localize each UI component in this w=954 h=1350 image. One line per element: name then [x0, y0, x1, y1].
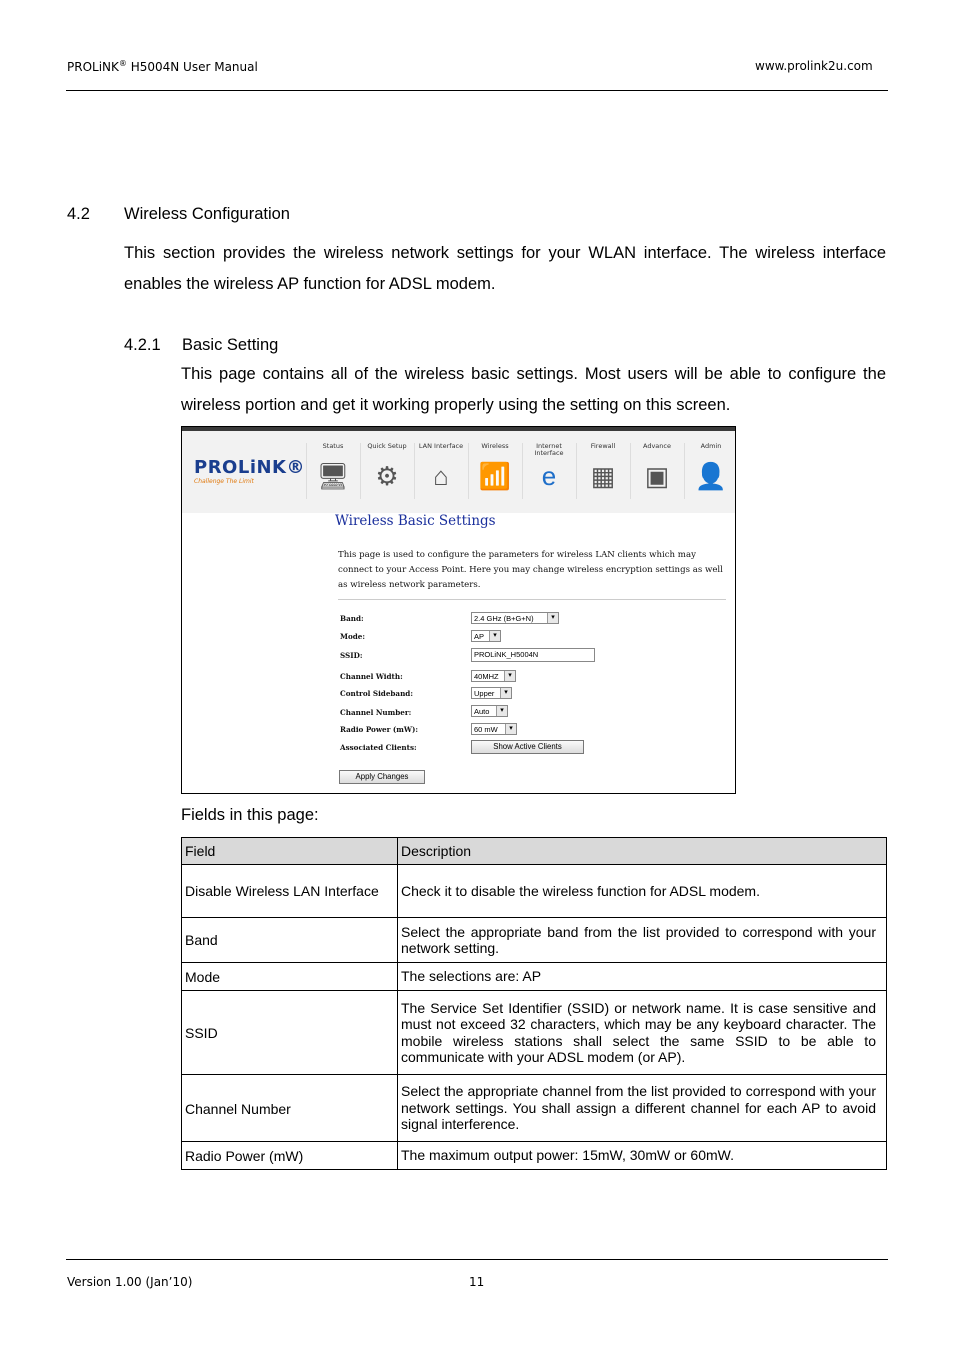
- associated-clients-label: Associated Clients:: [340, 743, 417, 752]
- wireless-usb-icon: 📶: [478, 461, 512, 491]
- channel-width-select-value: 40MHZ: [474, 672, 499, 681]
- show-active-clients-button[interactable]: Show Active Clients: [471, 740, 584, 754]
- monitor-icon: 🖥: [316, 461, 350, 491]
- nav-quick-setup-label: Quick Setup: [367, 442, 407, 450]
- logo-tagline: Challenge The Limit: [194, 478, 254, 485]
- header-title: [67, 59, 258, 74]
- nav-internet-interface[interactable]: [522, 443, 575, 499]
- ssid-input[interactable]: PROLiNK_H5004N: [471, 648, 595, 662]
- footer-version: Version 1.00 (Jan’10): [67, 1275, 193, 1289]
- table-cell-field: SSID: [182, 991, 398, 1075]
- table-row: [182, 963, 887, 991]
- nav-firewall-label: Firewall: [590, 442, 616, 450]
- table-cell-field: Band: [182, 918, 398, 963]
- channel-width-select[interactable]: [471, 670, 516, 682]
- fields-table: [181, 837, 887, 1170]
- table-cell-field: Radio Power (mW): [182, 1142, 398, 1170]
- nav-firewall[interactable]: [576, 443, 629, 499]
- table-row: [182, 865, 887, 918]
- footer-divider: [66, 1259, 888, 1260]
- table-header-field: Field: [182, 838, 398, 865]
- band-label: Band:: [340, 614, 364, 623]
- nav-lan-interface-label: LAN Interface: [418, 442, 464, 450]
- wireless-basic-settings-title: Wireless Basic Settings: [335, 513, 496, 529]
- channel-number-select[interactable]: [471, 705, 508, 717]
- page-number: 11: [469, 1275, 485, 1289]
- subsection-title: Basic Setting: [182, 336, 279, 354]
- header-website: www.prolink2u.com: [755, 59, 873, 73]
- apply-changes-button[interactable]: Apply Changes: [339, 770, 425, 784]
- band-select[interactable]: [471, 612, 559, 624]
- section-number: 4.2: [67, 205, 90, 223]
- table-cell-field: Disable Wireless LAN Interface: [182, 865, 398, 918]
- router-nav-bar: [182, 431, 735, 513]
- control-sideband-select-value: Upper: [474, 689, 495, 698]
- table-cell-description: The selections are: AP: [398, 963, 887, 991]
- brand-name: PROLiNK: [67, 60, 119, 74]
- control-sideband-label: Control Sideband:: [340, 689, 413, 698]
- router-icon: ⌂: [433, 461, 449, 491]
- mode-label: Mode:: [340, 632, 366, 641]
- section-title: Wireless Configuration: [124, 205, 290, 223]
- table-row: [182, 918, 887, 963]
- nav-lan-interface[interactable]: [414, 443, 467, 499]
- table-row: [182, 991, 887, 1075]
- nav-internet-interface-label: Internet Interface: [534, 442, 564, 457]
- registered-mark: ®: [118, 59, 127, 68]
- table-cell-description: Check it to disable the wireless function for ADSL modem.: [398, 865, 887, 918]
- nav-status-label: Status: [322, 442, 344, 450]
- channel-number-label: Channel Number:: [340, 708, 412, 717]
- radio-power-select-value: 60 mW: [474, 725, 498, 734]
- radio-power-label: Radio Power (mW):: [340, 725, 419, 734]
- channel-number-select-value: Auto: [474, 707, 490, 716]
- nav-wireless-label: Wireless: [481, 442, 509, 450]
- nav-admin-label: Admin: [700, 442, 722, 450]
- router-screenshot: [181, 426, 736, 794]
- firewall-icon: ▦: [590, 461, 616, 491]
- gear-icon: ⚙: [375, 461, 399, 491]
- prolink-logo: PROLiNK®: [194, 457, 306, 478]
- admin-user-icon: 👤: [694, 461, 728, 491]
- chevron-down-icon: ▾: [547, 613, 558, 623]
- settings-divider: [338, 599, 726, 600]
- table-header-row: [182, 838, 887, 865]
- control-sideband-select[interactable]: [471, 687, 512, 699]
- section-intro: This section provides the wireless network settings for your WLAN interface. The wireless interface enables the wireless AP function for ADSL modem.: [124, 244, 886, 293]
- table-cell-description: Select the appropriate channel from the list provided to correspond with your network settings. You shall assign a different channel for each AP to avoid signal interference.: [398, 1075, 887, 1142]
- chevron-down-icon: ▾: [500, 688, 511, 698]
- nav-admin[interactable]: [684, 443, 736, 499]
- nav-advance[interactable]: [630, 443, 683, 499]
- chevron-down-icon: ▾: [489, 631, 500, 641]
- chevron-down-icon: ▾: [505, 724, 516, 734]
- nav-quick-setup[interactable]: [360, 443, 413, 499]
- subsection-number: 4.2.1: [124, 336, 161, 354]
- internet-explorer-icon: e: [541, 461, 557, 491]
- wireless-basic-settings-description: This page is used to configure the parameters for wireless LAN clients which may connect to your Access Point. Here you may change wireless encryption settings as well as wireless network parameters.: [338, 550, 723, 590]
- nav-status[interactable]: [306, 443, 359, 499]
- ssid-label: SSID:: [340, 651, 363, 660]
- table-cell-field: Mode: [182, 963, 398, 991]
- manual-title: H5004N User Manual: [126, 60, 258, 74]
- mode-select-value: AP: [474, 632, 485, 641]
- table-cell-field: Channel Number: [182, 1075, 398, 1142]
- table-cell-description: The Service Set Identifier (SSID) or network name. It is case sensitive and must not exceed 32 characters, which may be any keyboard character. The mobile wireless stations shall select the same SSID to be able to communicate with your ADSL modem (or AP).: [398, 991, 887, 1075]
- advanced-screen-icon: ▣: [644, 461, 670, 491]
- table-row: [182, 1142, 887, 1170]
- table-cell-description: Select the appropriate band from the list provided to correspond with your network setting.: [398, 918, 887, 963]
- nav-wireless[interactable]: [468, 443, 521, 499]
- radio-power-select[interactable]: [471, 723, 517, 735]
- table-cell-description: The maximum output power: 15mW, 30mW or 60mW.: [398, 1142, 887, 1170]
- fields-caption: Fields in this page:: [181, 806, 319, 824]
- band-select-value: 2.4 GHz (B+G+N): [474, 614, 534, 623]
- subsection-intro: This page contains all of the wireless basic settings. Most users will be able to configure the wireless portion and get it working properly using the setting on this screen.: [181, 365, 886, 414]
- channel-width-label: Channel Width:: [340, 672, 403, 681]
- table-row: [182, 1075, 887, 1142]
- chevron-down-icon: ▾: [504, 671, 515, 681]
- nav-advance-label: Advance: [643, 442, 671, 450]
- header-divider: [66, 90, 888, 91]
- table-header-description: Description: [398, 838, 887, 865]
- mode-select[interactable]: [471, 630, 501, 642]
- chevron-down-icon: ▾: [496, 706, 507, 716]
